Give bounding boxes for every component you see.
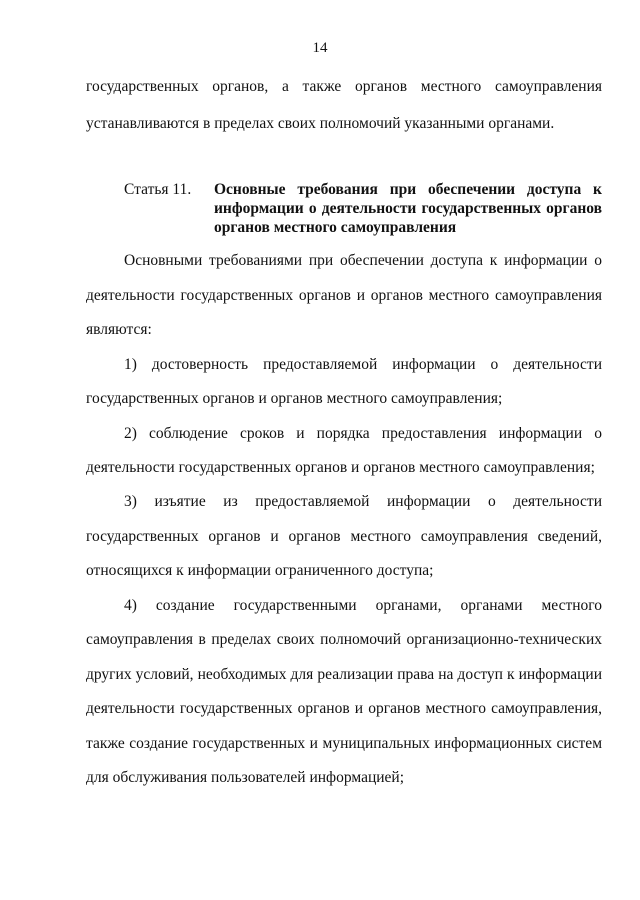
list-item-line: государственных органов и органов местного самоуправления сведений, xyxy=(86,528,602,545)
list-item-line: самоуправления в пределах своих полномочий организационно-технических xyxy=(86,631,602,648)
list-item-line: 1) достоверность предоставляемой информации о деятельности xyxy=(124,356,602,373)
article-title-line: Основные требования при обеспечении доступа к xyxy=(214,181,602,198)
list-item-line: 4) создание государственными органами, органами местного xyxy=(124,597,602,614)
paragraph-line: государственных органов, а также органов местного самоуправления xyxy=(86,78,602,95)
list-item-line: государственных органов и органов местного самоуправления; xyxy=(86,390,503,407)
article-title-line: органов местного самоуправления xyxy=(214,219,457,236)
paragraph-line: устанавливаются в пределах своих полномочий указанными органами. xyxy=(86,115,555,132)
paragraph-line: деятельности государственных органов и органов местного самоуправления xyxy=(86,287,602,304)
list-item-line: 3) изъятие из предоставляемой информации о деятельности xyxy=(124,493,602,510)
page-number: 14 xyxy=(312,40,328,56)
paragraph-line: являются: xyxy=(86,321,152,338)
list-item-line: других условий, необходимых для реализации права на доступ к информации xyxy=(86,666,602,683)
list-item-line: деятельности государственных органов и органов местного самоуправления; xyxy=(86,459,595,476)
list-item-line: 2) соблюдение сроков и порядка предоставления информации о xyxy=(124,425,602,442)
article-title-line: информации о деятельности государственных органов xyxy=(214,200,602,217)
article-label: Статья 11. xyxy=(124,181,192,198)
list-item-line: также создание государственных и муниципальных информационных систем xyxy=(86,735,602,752)
paragraph-line: Основными требованиями при обеспечении доступа к информации о xyxy=(124,252,602,269)
list-item-line: относящихся к информации ограниченного доступа; xyxy=(86,562,434,579)
list-item-line: деятельности государственных органов и органов местного самоуправления, xyxy=(86,700,602,717)
list-item-line: для обслуживания пользователей информацией; xyxy=(86,769,405,786)
